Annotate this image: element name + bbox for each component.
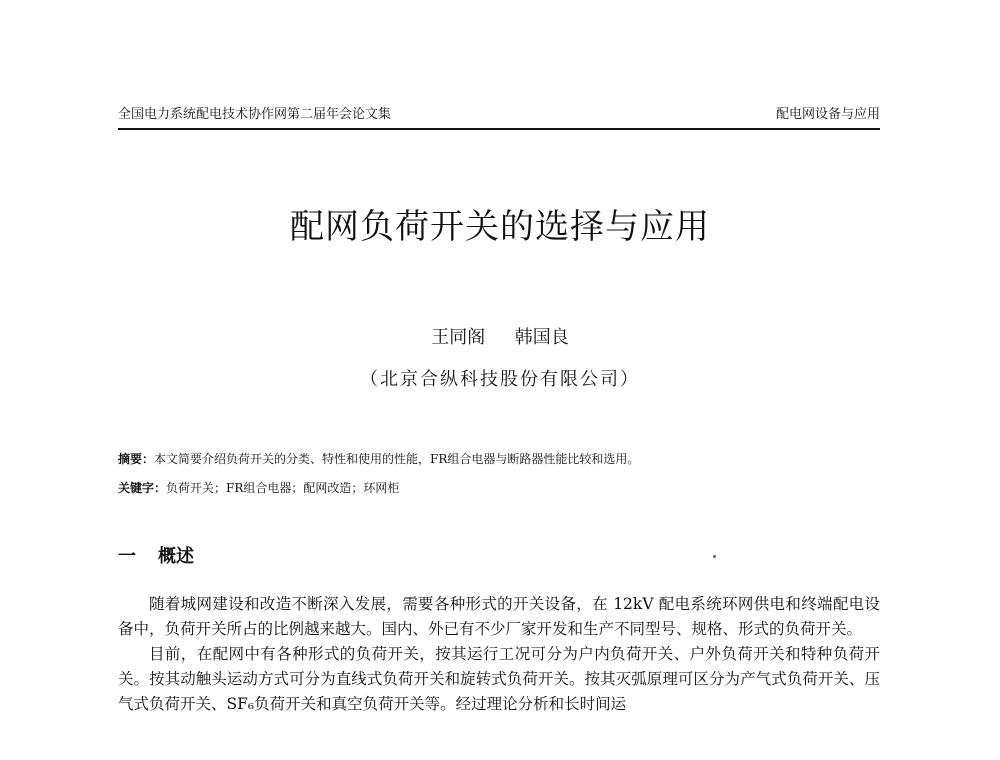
author-name: 王同阁 <box>431 327 486 348</box>
section-body <box>118 592 880 717</box>
section-title: 概述 <box>158 546 194 567</box>
abstract-label: 摘要： <box>118 452 155 466</box>
author-name: 韩国良 <box>514 327 569 348</box>
body-paragraph: 目前，在配网中有各种形式的负荷开关，按其运行工况可分为户内负荷开关、户外负荷开关和特种负荷开关。按其动触头运动方式可分为直线式负荷开关和旋转式负荷开关。按其灭弧原理可区分为产气式负荷开关、压气式负荷开关、SF₆负荷开关和真空负荷开关等。经过理论分析和长时间运 <box>118 645 880 713</box>
author-affiliation: （北京合纵科技股份有限公司） <box>360 369 640 390</box>
paper-title: 配网负荷开关的选择与应用 <box>290 207 710 247</box>
section-number: 一 <box>118 546 136 567</box>
abstract <box>118 451 880 467</box>
journal-header: 全国电力系统配电技术协作网第二届年会论文集 <box>118 107 392 122</box>
body-paragraph: 随着城网建设和改造不断深入发展，需要各种形式的开关设备，在 12kV 配电系统环网供电和终端配电设备中，负荷开关所占的比例越来越大。国内、外已有不少厂家开发和生产不同型号、规格、形式的负荷开关。 <box>118 595 880 638</box>
running-header <box>118 104 880 130</box>
section-heading <box>118 545 194 569</box>
keywords-text: 负荷开关；FR组合电器；配网改造；环网柜 <box>166 481 400 495</box>
abstract-text: 本文简要介绍负荷开关的分类、特性和使用的性能，FR组合电器与断路器性能比较和选用。 <box>154 452 640 466</box>
keywords-label: 关键字： <box>118 481 167 495</box>
author-list <box>0 326 1000 350</box>
section-header: 配电网设备与应用 <box>775 107 880 122</box>
scan-mark <box>713 555 716 558</box>
keywords <box>118 480 880 496</box>
